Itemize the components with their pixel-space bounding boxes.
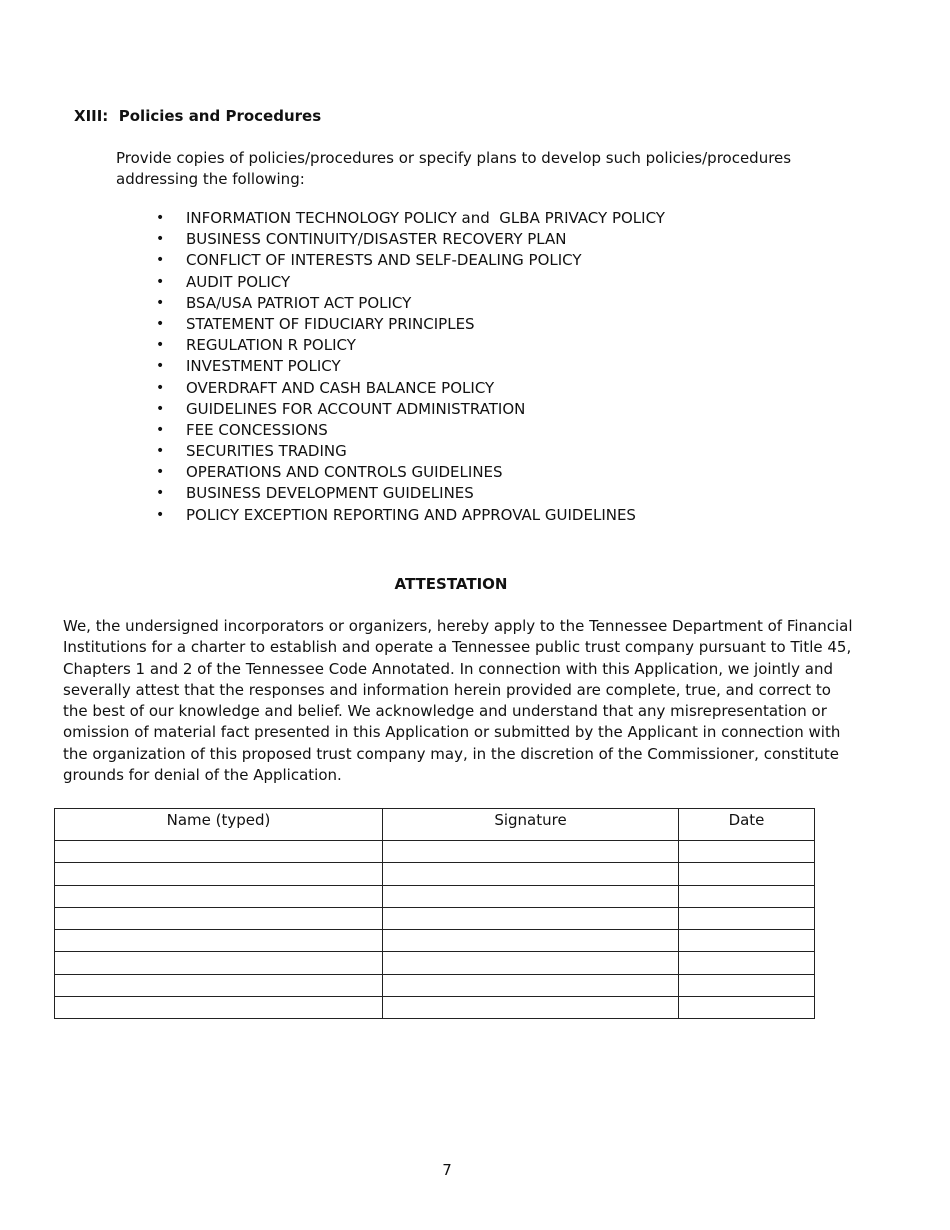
signature-cell[interactable] (383, 974, 679, 996)
page-number: 7 (442, 1161, 452, 1179)
bullet-icon: • (156, 358, 165, 375)
date-cell[interactable] (679, 952, 815, 974)
list-item (156, 462, 665, 483)
table-row (55, 907, 815, 929)
bullet-icon: • (156, 485, 165, 502)
list-item-text: BSA/USA PATRIOT ACT POLICY (186, 293, 412, 312)
name-cell[interactable] (55, 907, 383, 929)
list-item-text: INVESTMENT POLICY (186, 357, 341, 376)
column-header-signature: Signature (383, 809, 679, 841)
date-cell[interactable] (679, 907, 815, 929)
list-item (156, 441, 665, 462)
list-item (156, 483, 665, 504)
list-item-text: BUSINESS CONTINUITY/DISASTER RECOVERY PLAN (186, 230, 567, 249)
list-item (156, 229, 665, 250)
bullet-icon: • (156, 506, 165, 523)
list-item-text: REGULATION R POLICY (186, 336, 356, 355)
policy-list (156, 208, 665, 526)
bullet-icon: • (156, 379, 165, 396)
signature-cell[interactable] (383, 885, 679, 907)
bullet-icon: • (156, 337, 165, 354)
date-cell[interactable] (679, 930, 815, 952)
list-item-text: BUSINESS DEVELOPMENT GUIDELINES (186, 484, 474, 503)
column-header-date: Date (679, 809, 815, 841)
bullet-icon: • (156, 294, 165, 311)
list-item (156, 356, 665, 377)
list-item (156, 250, 665, 271)
bullet-icon: • (156, 231, 165, 248)
date-cell[interactable] (679, 863, 815, 885)
list-item (156, 505, 665, 526)
date-cell[interactable] (679, 885, 815, 907)
intro-paragraph: Provide copies of policies/procedures or specify plans to develop such policies/procedures addressing the following: (116, 149, 792, 188)
list-item-text: SECURITIES TRADING (186, 442, 347, 461)
list-item (156, 378, 665, 399)
bullet-icon: • (156, 252, 165, 269)
table-row (55, 863, 815, 885)
bullet-icon: • (156, 464, 165, 481)
signature-cell[interactable] (383, 930, 679, 952)
list-item (156, 420, 665, 441)
table-row (55, 930, 815, 952)
attestation-paragraph: We, the undersigned incorporators or organizers, hereby apply to the Tennessee Department of Financial Institutions for a charter to establish and operate a Tennessee public trust company pursuant to Title 45, Chapters 1 and 2 of the Tennessee Code Annotated. In connection with this Application, we jointly and severally attest that the responses and information herein provided are complete, true, and correct to the best of our knowledge and belief. We acknowledge and understand that any misrepresentation or omission of material fact presented in this Application or submitted by the Applicant in connection with the organization of this proposed trust company may, in the discretion of the Commissioner, constitute grounds for denial of the Application. (63, 617, 853, 785)
list-item-text: GUIDELINES FOR ACCOUNT ADMINISTRATION (186, 399, 526, 418)
list-item (156, 293, 665, 314)
list-item-text: AUDIT POLICY (186, 272, 291, 291)
section-heading: XIII: Policies and Procedures (74, 107, 322, 125)
list-item-text: INFORMATION TECHNOLOGY POLICY and GLBA PRIVACY POLICY (186, 209, 665, 227)
list-item-text: OPERATIONS AND CONTROLS GUIDELINES (186, 463, 503, 482)
bullet-icon: • (156, 273, 165, 290)
bullet-icon: • (156, 443, 165, 460)
table-header-row (55, 809, 815, 841)
name-cell[interactable] (55, 974, 383, 996)
name-cell[interactable] (55, 885, 383, 907)
table-row (55, 841, 815, 863)
table-row (55, 952, 815, 974)
signature-cell[interactable] (383, 907, 679, 929)
signature-cell[interactable] (383, 841, 679, 863)
bullet-icon: • (156, 400, 165, 417)
list-item (156, 272, 665, 293)
name-cell[interactable] (55, 841, 383, 863)
signature-cell[interactable] (383, 952, 679, 974)
list-item-text: OVERDRAFT AND CASH BALANCE POLICY (186, 378, 495, 397)
list-item-text: FEE CONCESSIONS (186, 420, 328, 439)
list-item (156, 399, 665, 420)
table-row (55, 974, 815, 996)
name-cell[interactable] (55, 997, 383, 1019)
list-item-text: STATEMENT OF FIDUCIARY PRINCIPLES (186, 314, 475, 333)
list-item (156, 208, 665, 229)
bullet-icon: • (156, 210, 165, 226)
signature-cell[interactable] (383, 863, 679, 885)
name-cell[interactable] (55, 930, 383, 952)
bullet-icon: • (156, 421, 165, 438)
list-item-text: CONFLICT OF INTERESTS AND SELF-DEALING POLICY (186, 251, 582, 270)
attestation-title: ATTESTATION (394, 575, 508, 593)
list-item-text: POLICY EXCEPTION REPORTING AND APPROVAL GUIDELINES (186, 505, 636, 524)
table-row (55, 885, 815, 907)
list-item (156, 335, 665, 356)
list-item (156, 314, 665, 335)
table-row (55, 997, 815, 1019)
signature-cell[interactable] (383, 997, 679, 1019)
bullet-icon: • (156, 315, 165, 332)
name-cell[interactable] (55, 863, 383, 885)
signature-table (54, 808, 815, 1019)
column-header-name: Name (typed) (55, 809, 383, 841)
date-cell[interactable] (679, 841, 815, 863)
date-cell[interactable] (679, 974, 815, 996)
date-cell[interactable] (679, 997, 815, 1019)
name-cell[interactable] (55, 952, 383, 974)
